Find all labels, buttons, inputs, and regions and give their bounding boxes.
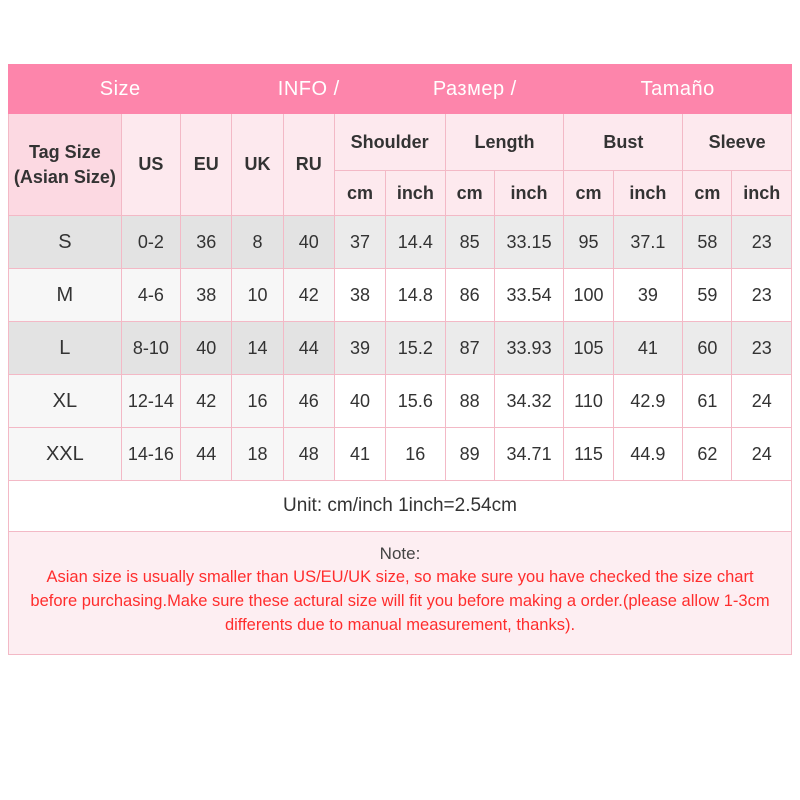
note-cell [9,532,792,655]
header-eu: EU [181,114,232,216]
header-group-sleeve: Sleeve [683,114,792,171]
cell-bust-inch: 44.9 [613,428,683,481]
cell-ru: 48 [283,428,334,481]
cell-shoulder-inch: 15.6 [386,375,445,428]
size-chart [8,64,792,655]
header-group-bust: Bust [564,114,683,171]
header-group-shoulder: Shoulder [334,114,445,171]
header-shoulder-cm: cm [334,171,385,216]
cell-sleeve-cm: 62 [683,428,732,481]
cell-length-inch: 33.15 [494,216,564,269]
cell-us: 0-2 [121,216,180,269]
cell-shoulder-cm: 38 [334,269,385,322]
cell-sleeve-inch: 24 [732,428,792,481]
table-row [9,428,792,481]
cell-bust-inch: 37.1 [613,216,683,269]
cell-length-cm: 88 [445,375,494,428]
cell-length-cm: 89 [445,428,494,481]
title-part-razmer: Размер / [386,65,564,114]
cell-us: 8-10 [121,322,180,375]
cell-size: M [9,269,122,322]
header-tag-size: Tag Size (Asian Size) [9,114,122,216]
cell-eu: 40 [181,322,232,375]
cell-size: L [9,322,122,375]
cell-ru: 44 [283,322,334,375]
cell-sleeve-inch: 23 [732,216,792,269]
cell-length-inch: 33.93 [494,322,564,375]
cell-uk: 14 [232,322,283,375]
cell-bust-cm: 115 [564,428,613,481]
cell-shoulder-cm: 41 [334,428,385,481]
cell-uk: 16 [232,375,283,428]
cell-shoulder-inch: 14.4 [386,216,445,269]
cell-bust-cm: 110 [564,375,613,428]
cell-eu: 36 [181,216,232,269]
cell-shoulder-inch: 16 [386,428,445,481]
cell-length-cm: 87 [445,322,494,375]
note-row [9,532,792,655]
header-group-length: Length [445,114,564,171]
table-row [9,216,792,269]
cell-ru: 46 [283,375,334,428]
cell-bust-inch: 41 [613,322,683,375]
unit-note-row [9,481,792,532]
cell-length-inch: 34.71 [494,428,564,481]
header-length-inch: inch [494,171,564,216]
cell-eu: 38 [181,269,232,322]
title-part-tamano: Tamaño [564,65,792,114]
cell-sleeve-cm: 61 [683,375,732,428]
cell-ru: 40 [283,216,334,269]
cell-bust-cm: 100 [564,269,613,322]
cell-shoulder-cm: 39 [334,322,385,375]
title-part-info: INFO / [232,65,386,114]
cell-length-cm: 86 [445,269,494,322]
cell-length-cm: 85 [445,216,494,269]
cell-sleeve-inch: 23 [732,322,792,375]
cell-sleeve-inch: 23 [732,269,792,322]
cell-size: XXL [9,428,122,481]
cell-bust-inch: 42.9 [613,375,683,428]
cell-ru: 42 [283,269,334,322]
cell-us: 4-6 [121,269,180,322]
cell-length-inch: 33.54 [494,269,564,322]
cell-shoulder-cm: 37 [334,216,385,269]
title-part-size: Size [9,65,232,114]
cell-us: 12-14 [121,375,180,428]
table-row [9,375,792,428]
cell-size: S [9,216,122,269]
cell-uk: 8 [232,216,283,269]
cell-uk: 18 [232,428,283,481]
header-shoulder-inch: inch [386,171,445,216]
title-band [9,65,792,114]
table-row [9,269,792,322]
header-uk: UK [232,114,283,216]
header-bust-cm: cm [564,171,613,216]
cell-bust-cm: 105 [564,322,613,375]
cell-size: XL [9,375,122,428]
header-row-groups [9,114,792,171]
cell-sleeve-cm: 60 [683,322,732,375]
header-sleeve-inch: inch [732,171,792,216]
header-bust-inch: inch [613,171,683,216]
cell-eu: 44 [181,428,232,481]
header-ru: RU [283,114,334,216]
cell-shoulder-inch: 14.8 [386,269,445,322]
cell-uk: 10 [232,269,283,322]
cell-length-inch: 34.32 [494,375,564,428]
cell-us: 14-16 [121,428,180,481]
note-title: Note: [379,544,421,563]
cell-bust-inch: 39 [613,269,683,322]
table-row [9,322,792,375]
cell-sleeve-cm: 59 [683,269,732,322]
cell-sleeve-cm: 58 [683,216,732,269]
cell-eu: 42 [181,375,232,428]
note-body: Asian size is usually smaller than US/EU/UK size, so make sure you have checked the size chart before purchasing.Make sure these actural size will fit you before making a order.(please allow 1-3cm differents due to manual measurement, thanks). [30,568,770,634]
unit-note: Unit: cm/inch 1inch=2.54cm [9,481,792,532]
header-us: US [121,114,180,216]
cell-shoulder-cm: 40 [334,375,385,428]
cell-sleeve-inch: 24 [732,375,792,428]
cell-bust-cm: 95 [564,216,613,269]
header-sleeve-cm: cm [683,171,732,216]
size-chart-table [8,64,792,655]
header-length-cm: cm [445,171,494,216]
cell-shoulder-inch: 15.2 [386,322,445,375]
